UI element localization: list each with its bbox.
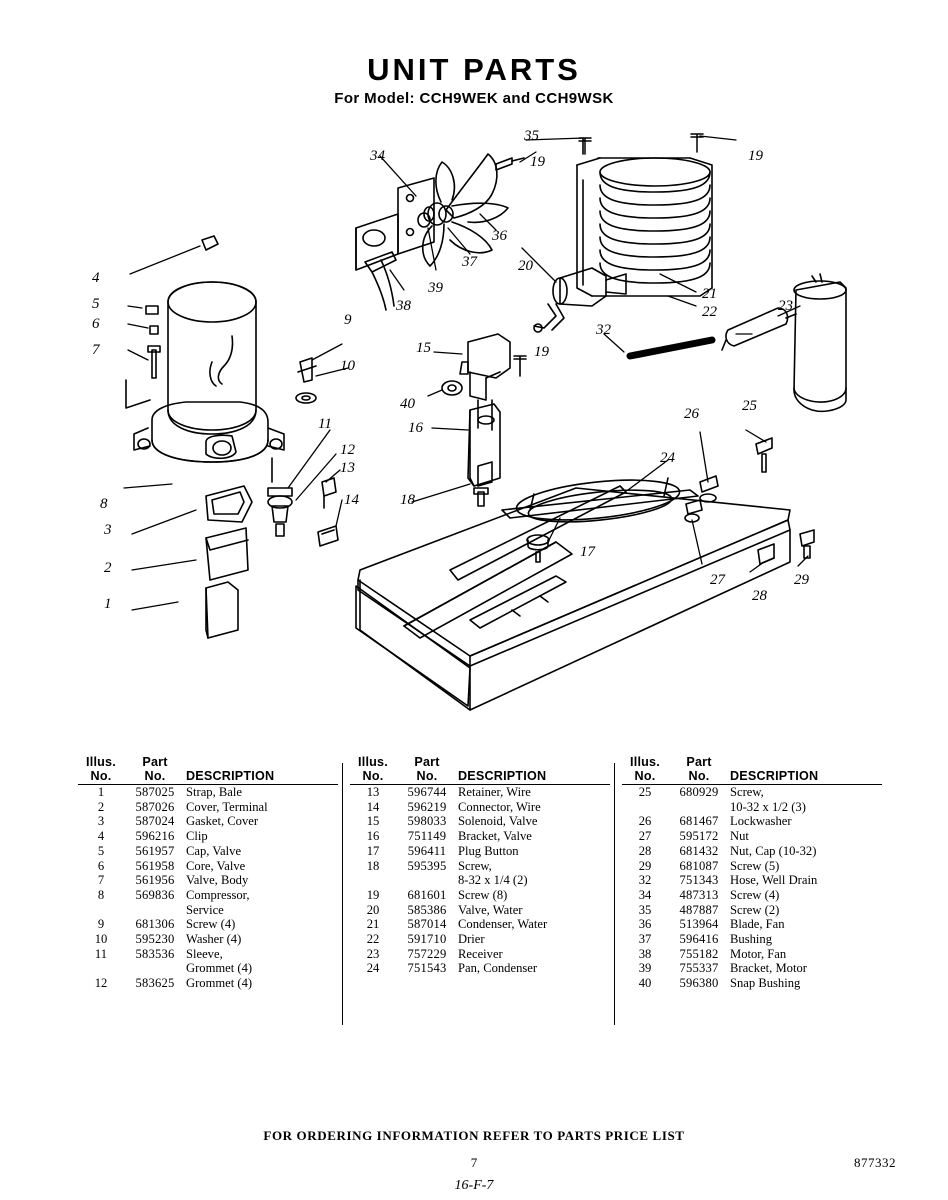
parts-table-2 — [350, 755, 610, 976]
callout-29: 29 — [794, 572, 809, 588]
callout-36: 36 — [492, 228, 507, 244]
water-condenser-coil — [577, 158, 712, 296]
callout-19b: 19 — [748, 148, 763, 164]
table-row: 25 680929 Screw, — [638, 785, 764, 799]
parts-list — [78, 755, 878, 1035]
table-row: 4 596216 Clip — [97, 829, 208, 844]
table-row: 16 751149 Bracket, Valve — [366, 829, 532, 844]
table-row: 26 681467 Lockwasher — [638, 814, 792, 829]
table-row: 34 487313 Screw (4) — [638, 887, 780, 902]
table-row: 15 598033 Solenoid, Valve — [366, 814, 538, 829]
page-title: UNIT PARTS — [367, 52, 581, 87]
callout-24: 24 — [660, 450, 675, 466]
table-row: 35 487887 Screw (2) — [638, 902, 780, 917]
table-row: 40 596380 Snap Bushing — [638, 976, 801, 991]
table-row: 6 561958 Core, Valve — [97, 858, 246, 873]
header-illus-no: Illus. No. — [86, 755, 116, 783]
callout-12: 12 — [340, 442, 355, 458]
table-row: 10-32 x 1/2 (3) — [730, 799, 806, 814]
callout-13: 13 — [340, 460, 355, 476]
callout-11: 11 — [318, 416, 332, 432]
diagram-svg — [0, 110, 948, 730]
table-row: 1 587025 Strap, Bale — [97, 785, 242, 799]
table-row: 12 583625 Grommet (4) — [94, 976, 253, 991]
table-row: Grommet (4) — [186, 961, 253, 976]
model-subtitle: For Model: CCH9WEK and CCH9WSK — [334, 90, 614, 107]
table-row: 13 596744 Retainer, Wire — [366, 785, 531, 799]
table-row: 5 561957 Cap, Valve — [97, 843, 242, 858]
table-row: 37 596416 Bushing — [638, 932, 772, 947]
compressor-assembly — [126, 282, 284, 462]
callout-28: 28 — [752, 588, 767, 604]
water-valve — [534, 268, 626, 332]
callout-15: 15 — [416, 340, 431, 356]
callout-23: 23 — [778, 298, 793, 314]
table-row: 38 755182 Motor, Fan — [638, 946, 787, 961]
callout-18: 18 — [400, 492, 415, 508]
table-row: 8-32 x 1/4 (2) — [458, 873, 528, 888]
table-row: 2 587026 Cover, Terminal — [97, 799, 268, 814]
callout-26: 26 — [684, 406, 699, 422]
table-row: 28 681432 Nut, Cap (10-32) — [638, 843, 817, 858]
header-illus-no: Illus. No. — [630, 755, 660, 783]
table-row: 14 596219 Connector, Wire — [366, 799, 541, 814]
callout-5: 5 — [92, 296, 100, 312]
callout-1: 1 — [104, 596, 112, 612]
callout-21: 21 — [702, 286, 717, 302]
callout-19a: 19 — [530, 154, 545, 170]
document-number: 877332 — [854, 1155, 896, 1170]
header-part-no: Part No. — [686, 755, 712, 783]
callout-17: 17 — [580, 544, 595, 560]
callout-8: 8 — [100, 496, 108, 512]
handwritten-reference: 16-F-7 — [454, 1178, 494, 1193]
table-row: 11 583536 Sleeve, — [94, 946, 223, 961]
callout-22: 22 — [702, 304, 717, 320]
page-number: 7 — [470, 1155, 478, 1170]
callout-34: 34 — [370, 148, 385, 164]
callout-38: 38 — [396, 298, 411, 314]
header-description: DESCRIPTION — [730, 769, 819, 783]
header-description: DESCRIPTION — [186, 769, 275, 783]
table-row: 19 681601 Screw (8) — [366, 887, 508, 902]
callout-27: 27 — [710, 572, 725, 588]
table-row: 10 595230 Washer (4) — [94, 932, 242, 947]
callout-32: 32 — [596, 322, 611, 338]
parts-table-3 — [622, 755, 882, 991]
table-row: 3 587024 Gasket, Cover — [97, 814, 259, 829]
callout-37: 37 — [462, 254, 477, 270]
exploded-parts-diagram — [0, 110, 948, 730]
callout-39: 39 — [428, 280, 443, 296]
table-row: 17 596411 Plug Button — [366, 843, 519, 858]
table-row: 9 681306 Screw (4) — [97, 917, 236, 932]
callout-25: 25 — [742, 398, 757, 414]
column-divider-1 — [342, 763, 343, 1025]
column-divider-2 — [614, 763, 615, 1025]
callout-7: 7 — [92, 342, 100, 358]
condenser-pan — [356, 440, 820, 710]
ordering-info-note: FOR ORDERING INFORMATION REFER TO PARTS PRICE LIST — [263, 1128, 685, 1143]
table-row: 32 751343 Hose, Well Drain — [638, 873, 818, 888]
callout-14: 14 — [344, 492, 359, 508]
header-part-no: Part No. — [414, 755, 440, 783]
table-row: 24 751543 Pan, Condenser — [366, 961, 538, 976]
header-description: DESCRIPTION — [458, 769, 547, 783]
table-row: 8 569836 Compressor, — [97, 887, 250, 902]
table-row: Service — [186, 902, 224, 917]
table-row: 7 561956 Valve, Body — [97, 873, 249, 888]
callout-16: 16 — [408, 420, 423, 436]
table-row: 29 681087 Screw (5) — [638, 858, 780, 873]
header-part-no: Part No. — [142, 755, 168, 783]
callout-19c: 19 — [534, 344, 549, 360]
callout-9: 9 — [344, 312, 352, 328]
callout-40: 40 — [400, 396, 415, 412]
callout-20: 20 — [518, 258, 533, 274]
header-illus-no: Illus. No. — [358, 755, 388, 783]
table-row: 27 595172 Nut — [638, 829, 749, 844]
callout-6: 6 — [92, 316, 100, 332]
table-row: 22 591710 Drier — [366, 932, 485, 947]
parts-column-1 — [78, 755, 338, 1025]
table-row: 21 587014 Condenser, Water — [366, 917, 548, 932]
parts-column-3 — [622, 755, 882, 1025]
callout-3: 3 — [104, 522, 112, 538]
parts-column-2 — [350, 755, 610, 1025]
callout-4: 4 — [92, 270, 100, 286]
receiver — [794, 274, 846, 411]
solenoid-valve — [460, 334, 510, 486]
table-row: 36 513964 Blade, Fan — [638, 917, 785, 932]
callout-10: 10 — [340, 358, 355, 374]
callout-35: 35 — [524, 128, 539, 144]
table-row: 20 585386 Valve, Water — [366, 902, 523, 917]
table-row: 23 757229 Receiver — [366, 946, 503, 961]
parts-table-1 — [78, 755, 338, 991]
table-row: 39 755337 Bracket, Motor — [638, 961, 807, 976]
table-row: 18 595395 Screw, — [366, 858, 492, 873]
callout-2: 2 — [104, 560, 112, 576]
